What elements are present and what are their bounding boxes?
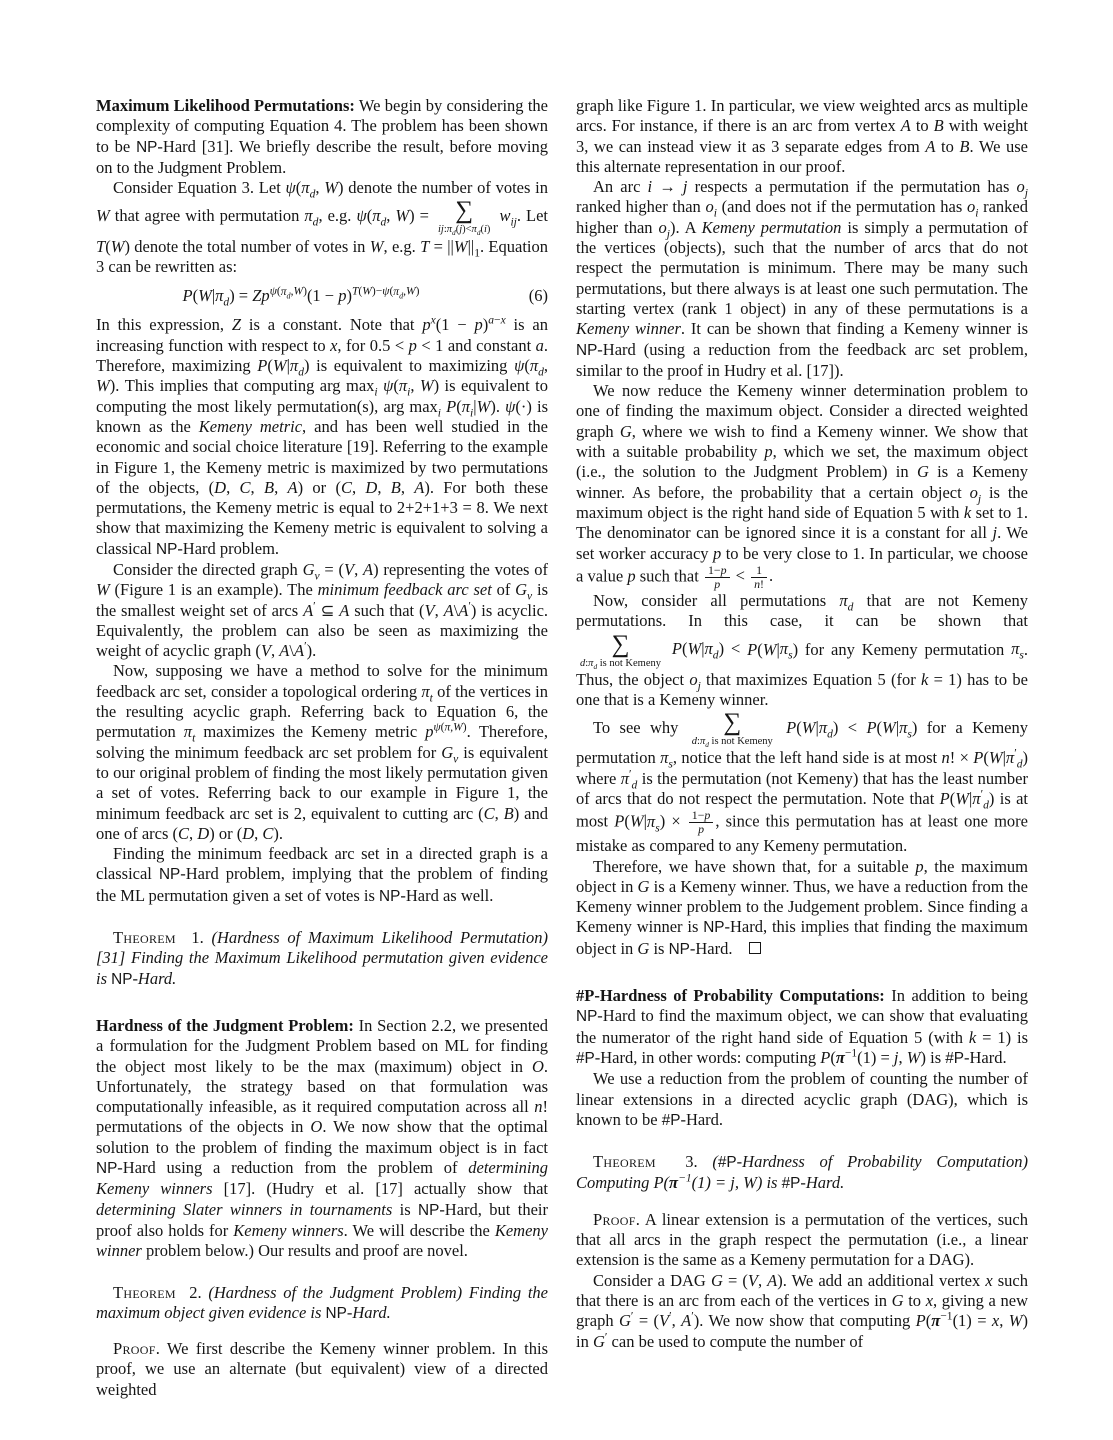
equation-6 bbox=[96, 285, 548, 309]
para-max-likelihood-permutations: Maximum Likelihood Permutations: We begin by considering the complexity of computing Equation 4. The problem has been shown to be NP-Hard [31]. We briefly describe the result, before moving on to the Judgment Problem. bbox=[96, 96, 549, 177]
left-column bbox=[96, 96, 548, 1400]
theorem-3: Theorem 3. (#P-Hardness of Probability Computation) Computing $P(\pi^{-1}(1) = j$, W) is #P-Hard. bbox=[576, 1152, 1029, 1193]
theorem-1: Theorem 1. (Hardness of Maximum Likelihood Permutation) [31] Finding the Maximum Likelihood permutation given evidence is NP-Hard. bbox=[96, 928, 548, 988]
para-to-see-why: To see why ∑ $d:\pi_d$ is not Kemeny $P(W|\pi_d) < P(W|\pi_s)$ for a Kemeny permutation $\pi_s$, notice that the left hand side is at most n! × $P(W|\pi'_d)$ where $\pi'_d$ is the permutation (not Kemeny) that has the least number of arcs that do not respect the permutation. Note that $P(W|\pi'_d)$ is at most $P(W|\pi_s)$ × $\frac{1-p}{p}$ , since this permutation has at least one more mistake as compared to any Kemeny permutation. bbox=[576, 709, 1028, 856]
para-directed-graph-feedback-arc: Consider the directed graph $G_v = (V$, A) representing the votes of W (Figure 1 is an example). The minimum feedback arc set of $G_v$ is the smallest weight set of arcs A′ ⊆ A such that (V, A\A′) is acyclic. Equivalently, the problem can also be seen as maximizing the weight of acyclic graph (V, A\A′). bbox=[96, 560, 549, 661]
equation-body: $P(W|\pi_d) = Zp^{\psi(\pi_d,W)}(1 - p)^{T(W)-\psi(\pi_d,W)}$ bbox=[182, 285, 420, 309]
para-linear-extensions-reduction: We use a reduction from the problem of counting the number of linear extensions in a directed acyclic graph (DAG), which is known to be #P-Hard. bbox=[576, 1069, 1028, 1129]
equation-number: (6) bbox=[528, 286, 548, 306]
para-reduce-kemeny-winner: We now reduce the Kemeny winner determination problem to one of finding the maximum object. Consider a directed weighted graph G, where we wish to find a Kemeny winner. We show that with a suitable probability p, which we set, the maximum object (i.e., the solution to the Judgment Problem) in G is a Kemeny winner. As before, the probability that a certain object $o_j$ is the maximum object is the right hand side of Equation 5 with k set to 1. The denominator can be ignored since it is a constant for all j. We set worker accuracy p to be very close to 1. In particular, we choose a value p such that $\frac{1-p}{p}$ < $\frac{1}{n!}$ . bbox=[576, 381, 1029, 591]
para-therefore-reduction: Therefore, we have shown that, for a suitable p, the maximum object in G is a Kemeny winner. Thus, we have a reduction from the Kemeny winner problem to the Judgement problem. Since finding a Kemeny winner is NP-Hard, this implies that finding the maximum object in G is NP-Hard. bbox=[576, 856, 1028, 958]
proof-theorem-3-start: Proof. A linear extension is a permutation of the vertices, such that all arcs in the graph respect the permutation (i.e., a linear extension is the same as a Kemeny permutation for a DAG). bbox=[576, 1209, 1028, 1270]
proof-theorem-2-start: Proof. We first describe the Kemeny winner problem. In this proof, we use an alternate (but equivalent) view of a directed weighted bbox=[96, 1339, 548, 1399]
para-consider-equation-3: Consider Equation 3. Let $\psi(\pi_d$, W) denote the number of votes in W that agree with permutation $\pi_d$, e.g. $\psi(\pi_d$, W) = ∑ $ij:\pi_d(j)<\pi_d(i)$ $w_{ij}$. Let T(W) denote the total number of votes in W, e.g. $T = ||W||_1$. Equation 3 can be rewritten as: bbox=[96, 178, 549, 276]
para-feedback-np-hard: Finding the minimum feedback arc set in a directed graph is a classical NP-Hard problem, implying that the problem of finding the ML permutation given a set of votes is NP-Hard as well. bbox=[96, 844, 548, 905]
qed-box bbox=[749, 942, 761, 954]
para-consider-dag: Consider a DAG G = (V, A). We add an additional vertex x such that there is an arc from each of the vertices in G to x, giving a new graph G′ = (V′, A′). We now show that computing $P(\pi^{-1}(1) = x$, W) in G′ can be used to compute the number of bbox=[576, 1270, 1029, 1351]
para-arc-respects-permutation: An arc i → j respects a permutation if the permutation has $o_j$ ranked higher than $o_i$ (and does not if the permutation has $o_i$ ranked higher than $o_j$). A Kemeny permutation is simply a permutation of the vertices (objects), such that the number of arcs that do not respect the permutation is minimum. There may be many such permutations, but there always is at least one such permutation. The starting vertex (rank 1 object) in any of these permutations is a Kemeny winner. It can be shown that finding a Kemeny winner is NP-Hard (using a reduction from the feedback arc set problem, similar to the proof in Hudry et al. [17]). bbox=[576, 177, 1029, 380]
para-expression-analysis: In this expression, Z is a constant. Note that $p^x(1 - p)^{a-x}$ is an increasing function with respect to x, for 0.5 < p < 1 and constant a. Therefore, maximizing $P(W|\pi_d)$ is equivalent to maximizing $\psi(\pi_d$, W). This implies that computing arg $\max_i \psi(\pi_i$, W) is equivalent to computing the most likely permutation(s), arg $\max_i P(\pi_i|W)$. ψ(·) is known as the Kemeny metric, and has been well studied in the economic and social choice literature [19]. Referring to the example in Figure 1, the Kemeny metric is maximized by two permutations of the objects, (D, C, B, A) or (C, D, B, A). For both these permutations, the Kemeny metric is equal to 2+2+1+3 = 8. We next show that maximizing the Kemeny metric is equivalent to solving a classical NP-Hard problem. bbox=[96, 314, 549, 558]
theorem-2: Theorem 2. (Hardness of the Judgment Problem) Finding the maximum object given evidence is NP-Hard. bbox=[96, 1282, 548, 1322]
para-not-kemeny-sum: Now, consider all permutations $\pi_d$ that are not Kemeny permutations. In this case, it can be shown that ∑ $d:\pi_d$ is not Kemeny $P(W|\pi_d) < P(W|\pi_s)$ for any Kemeny permutation $\pi_s$. Thus, the object $o_j$ that maximizes Equation 5 (for k = 1) has to be one that is a Kemeny winner. bbox=[576, 590, 1028, 709]
para-topological-ordering: Now, supposing we have a method to solve for the minimum feedback arc set, consider a topological ordering $\pi_t$ of the vertices in the resulting acyclic graph. Referring back to Equation 6, the permutation $\pi_t$ maximizes the Kemeny metric $p^{\psi(\pi,W)}$. Therefore, solving the minimum feedback arc set problem for $G_v$ is equivalent to our original problem of finding the most likely permutation given a set of votes. Referring back to our example in Figure 1, the minimum feedback arc set is 2, equivalent to cutting arc (C, B) and one of arcs (C, D) or (D, C). bbox=[96, 661, 549, 843]
para-graph-like-figure-1: graph like Figure 1. In particular, we view weighted arcs as multiple arcs. For instance, if there is an arc from vertex A to B with weight 3, we can instead view it as 3 separate edges from A to B. We use this alternate representation in our proof. bbox=[576, 96, 1028, 176]
right-column bbox=[576, 96, 1028, 1352]
section-hardness-judgment-problem: Hardness of the Judgment Problem: In Section 2.2, we presented a formulation for the Judgment Problem based on ML for finding the object most likely to be the max (maximum) object in O. Unfortunately, the strategy based on that formulation was computationally infeasible, as it required computation across all n! permutations of the objects in O. We now show that the optimal solution to the problem of finding the maximum object is in fact NP-Hard using a reduction from the problem of determining Kemeny winners [17]. (Hudry et al. [17] actually show that determining Slater winners in tournaments is NP-Hard, but their proof also holds for Kemeny winners. We will describe the Kemeny winner problem below.) Our results and proof are novel. bbox=[96, 1015, 548, 1261]
section-sharp-p-hardness: #P-Hardness of Probability Computations: In addition to being NP-Hard to find the maximum object, we can show that evaluating the numerator of the right hand side of Equation 5 (with k = 1) is #P-Hard, in other words: computing $P(\pi^{-1}(1) = j$, W) is #P-Hard. bbox=[576, 986, 1028, 1067]
